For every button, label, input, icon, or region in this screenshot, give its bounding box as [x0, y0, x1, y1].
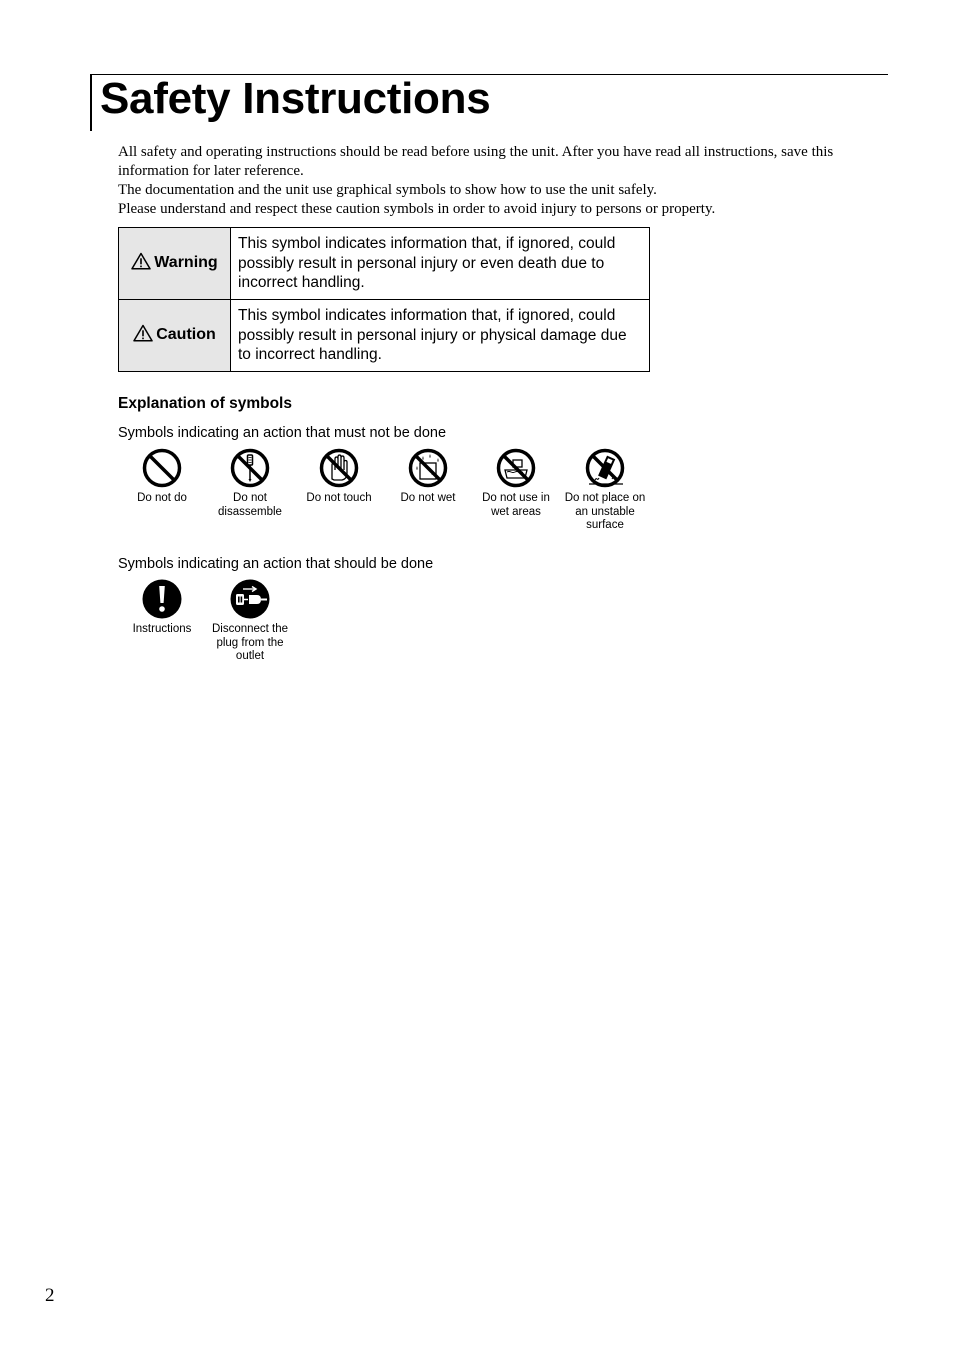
symbol-caption: Do not disassemble	[218, 492, 282, 518]
caution-label-cell	[119, 300, 231, 372]
intro-paragraph: The documentation and the unit use graphical symbols to show how to use the unit safely.	[118, 182, 657, 198]
symbol-do-not-do	[120, 448, 204, 506]
no-touch-icon	[319, 448, 359, 488]
symbol-disconnect-plug	[208, 579, 292, 664]
symbol-do-not-use-in-wet-areas	[474, 448, 558, 519]
symbol-do-not-touch	[297, 448, 381, 506]
instruction-exclamation-icon	[142, 579, 182, 619]
symbol-caption: Instructions	[132, 623, 192, 635]
symbol-do-not-wet	[386, 448, 470, 506]
warning-label-cell	[119, 228, 231, 300]
intro-paragraph: All safety and operating instructions should be read before using the unit. After you have read all instructions, save this information for later reference.	[118, 144, 834, 179]
page-number: 2	[45, 1285, 55, 1306]
symbols-heading: Explanation of symbols	[118, 395, 292, 412]
no-wet-areas-icon	[496, 448, 536, 488]
prohibited-subheading: Symbols indicating an action that must not be done	[118, 425, 447, 441]
page-title: Safety Instructions	[100, 74, 491, 123]
symbol-do-not-disassemble	[208, 448, 292, 519]
no-unstable-surface-icon	[585, 448, 625, 488]
symbol-do-not-place-on-unstable-surface	[563, 448, 647, 533]
symbol-caption: Do not place on an unstable surface	[564, 492, 646, 531]
caution-description: This symbol indicates information that, if ignored, could possibly result in personal injury or physical damage due to incorrect handling.	[231, 300, 650, 372]
warning-triangle-icon	[131, 252, 151, 275]
prohibition-icon	[142, 448, 182, 488]
caution-label: Caution	[156, 326, 216, 343]
no-disassemble-icon	[230, 448, 270, 488]
mandatory-subheading: Symbols indicating an action that should be done	[118, 556, 434, 572]
symbol-caption: Do not use in wet areas	[482, 492, 550, 518]
warning-description: This symbol indicates information that, if ignored, could possibly result in personal injury or even death due to incorrect handling.	[231, 228, 650, 300]
intro-text	[118, 143, 888, 219]
warning-label: Warning	[154, 254, 218, 271]
symbol-caption: Disconnect the plug from the outlet	[211, 623, 289, 662]
no-wet-icon	[408, 448, 448, 488]
hazard-legend-table	[118, 227, 650, 372]
legend-row-warning	[119, 228, 650, 300]
legend-row-caution	[119, 300, 650, 372]
warning-triangle-icon	[133, 324, 153, 347]
symbol-caption: Do not do	[137, 492, 187, 504]
symbol-caption: Do not wet	[400, 492, 456, 504]
unplug-icon	[230, 579, 270, 619]
intro-paragraph: Please understand and respect these caution symbols in order to avoid injury to persons or property.	[118, 201, 716, 217]
symbol-instructions	[120, 579, 204, 637]
symbol-caption: Do not touch	[306, 492, 372, 504]
